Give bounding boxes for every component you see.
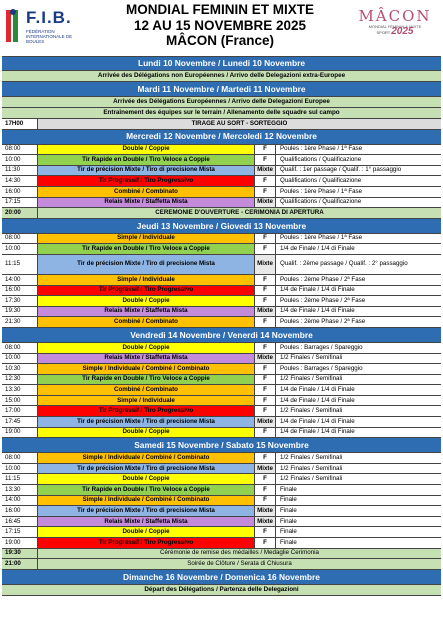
time-cell: 08:00 <box>2 145 38 155</box>
time-cell: 08:00 <box>2 234 38 244</box>
time-cell: 16:00 <box>2 506 38 516</box>
event-cell: Tir Progressif / Tiro Progressivo <box>38 538 255 548</box>
phase-cell: Qualif. : 2ème passage / Qualif. : 2° passaggio <box>280 260 408 268</box>
phase-cell: 1/4 de Finale / 1/4 di Finale <box>280 417 355 425</box>
phase-cell: Qualifications / Qualificazione <box>280 155 362 163</box>
time-cell: 21:30 <box>2 317 38 327</box>
title-line-3: MÂCON (France) <box>165 33 274 48</box>
time-cell: 10:00 <box>2 155 38 165</box>
gender-cell: F <box>255 375 276 385</box>
gender-cell: F <box>255 176 276 186</box>
phase-cell: 1/4 de Finale / 1/4 di Finale <box>280 245 355 253</box>
event-cell: Simple / Individuale / Combiné / Combinato <box>38 453 255 463</box>
gender-cell: F <box>255 453 276 463</box>
day-header-row <box>2 570 441 585</box>
gender-cell: F <box>255 155 276 165</box>
event-row <box>2 145 441 156</box>
day-header-row <box>2 82 441 97</box>
event-row <box>2 453 441 464</box>
gender-cell: Mixte <box>255 198 276 208</box>
phase-cell: Qualifications / Qualificazione <box>280 177 362 185</box>
event-cell: Simple / Individuale <box>38 275 255 285</box>
ceremony-row <box>2 549 441 560</box>
event-cell: Combiné / Combinato <box>38 385 255 395</box>
day-header-row <box>2 56 441 71</box>
phase-cell: 1/2 Finales / Semifinali <box>280 407 343 415</box>
phase-cell: Finale <box>280 506 297 514</box>
time-cell: 17:15 <box>2 527 38 537</box>
time-cell: 17:15 <box>2 198 38 208</box>
phase-cell: 1/2 Finales / Semifinali <box>280 354 343 362</box>
day-header: Jeudi 13 Novembre / Giovedi 13 Novembre <box>2 219 441 233</box>
fib-mark-icon <box>4 8 22 44</box>
ceremony-text: Cérémonie de remise des médailles / Medaglie Cerimonia <box>38 549 441 559</box>
gender-cell: F <box>255 496 276 506</box>
phase-cell: Poules : 1ère Phase / 1ª Fase <box>280 187 363 195</box>
note-row <box>2 585 441 596</box>
event-row <box>2 396 441 407</box>
time-cell: 10:00 <box>2 464 38 474</box>
schedule-table <box>2 56 441 596</box>
event-cell: Simple / Individuale <box>38 396 255 406</box>
phase-cell: 1/4 de Finale / 1/4 di Finale <box>280 385 355 393</box>
phase-cell: Poules : 2ème Phase / 2ª Fase <box>280 275 366 283</box>
gender-cell: F <box>255 145 276 155</box>
time-cell: 10:00 <box>2 354 38 364</box>
event-cell: Tir de précision Mixte / Tiro di precisione Mista <box>38 464 255 474</box>
gender-cell: F <box>255 385 276 395</box>
event-row <box>2 485 441 496</box>
gender-cell: Mixte <box>255 307 276 317</box>
phase-cell: 1/2 Finales / Semifinali <box>280 453 343 461</box>
header <box>0 0 443 52</box>
time-cell: 11:30 <box>2 166 38 176</box>
phase-cell: Poules : Barrages / Spareggio <box>280 364 363 372</box>
time-cell: 17:45 <box>2 417 38 427</box>
gender-cell: F <box>255 396 276 406</box>
gender-cell: F <box>255 343 276 353</box>
event-row <box>2 474 441 485</box>
time-cell: 19:30 <box>2 307 38 317</box>
note-row <box>2 71 441 82</box>
event-cell: Simple / Individuale <box>38 234 255 244</box>
event-row <box>2 317 441 328</box>
event-cell: Relais Mixte / Staffetta Mista <box>38 354 255 364</box>
event-row <box>2 385 441 396</box>
event-row <box>2 406 441 417</box>
day-header-row <box>2 328 441 343</box>
event-row <box>2 286 441 297</box>
day-header-row <box>2 130 441 145</box>
macon-name: MÂCON <box>358 7 432 25</box>
time-cell: 10:30 <box>2 364 38 374</box>
macon-year: 2025 <box>391 26 414 37</box>
gender-cell: F <box>255 244 276 254</box>
time-cell: 19:00 <box>2 428 38 438</box>
gender-cell: F <box>255 317 276 327</box>
event-row <box>2 538 441 549</box>
event-cell: Combiné / Combinato <box>38 187 255 197</box>
gender-cell: Mixte <box>255 517 276 527</box>
gender-cell: F <box>255 538 276 548</box>
day-header: Mardi 11 Novembre / Martedi 11 Novembre <box>2 82 441 96</box>
gender-cell: F <box>255 364 276 374</box>
event-cell: Double / Coppie <box>38 474 255 484</box>
event-row <box>2 464 441 475</box>
event-cell: Tir de précision Mixte / Tiro di precisione Mista <box>38 166 255 176</box>
event-row <box>2 198 441 209</box>
note-text: Arrivée des Délégations Européennes / Arrivo delle Delegazioni Europee <box>2 97 441 107</box>
gender-cell: Mixte <box>255 255 276 274</box>
ceremony-row <box>2 208 441 219</box>
event-cell: Tir Progressif / Tiro Progressivo <box>38 176 255 186</box>
time-cell: 11:15 <box>2 474 38 484</box>
time-cell: 08:00 <box>2 453 38 463</box>
ceremony-text: CEREMONIE D'OUVERTURE - CERIMONIA DI APERTURA <box>38 208 441 218</box>
gender-cell: Mixte <box>255 506 276 516</box>
fib-name: F.I.B. <box>26 8 72 27</box>
event-cell: Double / Coppie <box>38 428 255 438</box>
event-row <box>2 275 441 286</box>
event-cell: Relais Mixte / Staffetta Mista <box>38 198 255 208</box>
macon-subtitle: MONDIAL FÉMININ & MIXTE <box>368 24 422 29</box>
time-cell: 10:00 <box>2 244 38 254</box>
time-cell: 17:00 <box>2 406 38 416</box>
phase-cell: Finale <box>280 528 297 536</box>
time-cell: 08:00 <box>2 343 38 353</box>
time-cell: 16:45 <box>2 517 38 527</box>
event-row <box>2 417 441 428</box>
event-cell: Double / Coppie <box>38 343 255 353</box>
page-title <box>100 2 340 49</box>
day-header: Lundi 10 Novembre / Lunedi 10 Novembre <box>2 57 441 70</box>
gender-cell: F <box>255 275 276 285</box>
gender-cell: Mixte <box>255 166 276 176</box>
note-text: Départ des Délégations / Partenza delle Delegazioni <box>2 585 441 595</box>
event-cell: Simple / Individuale / Combiné / Combinato <box>38 496 255 506</box>
event-row <box>2 155 441 166</box>
phase-cell: Finale <box>280 517 297 525</box>
event-row <box>2 375 441 386</box>
gender-cell: F <box>255 187 276 197</box>
event-row <box>2 428 441 439</box>
phase-cell: Poules : 1ère Phase / 1ª Fase <box>280 145 363 153</box>
event-cell: Tir Progressif / Tiro Progressivo <box>38 406 255 416</box>
time-cell: 19:30 <box>2 549 38 559</box>
phase-cell: 1/4 de Finale / 1/4 di Finale <box>280 396 355 404</box>
time-cell: 13:30 <box>2 485 38 495</box>
event-cell: Tir de précision Mixte / Tiro di precisione Mista <box>38 506 255 516</box>
draw-row <box>2 119 441 130</box>
title-line-2: 12 AU 15 NOVEMBRE 2025 <box>133 17 307 33</box>
event-cell: Tir de précision Mixte / Tiro di precisione Mista <box>38 255 255 274</box>
event-cell: Relais Mixte / Staffetta Mista <box>38 307 255 317</box>
event-row <box>2 166 441 177</box>
time-cell: 20:00 <box>2 208 38 218</box>
note-row <box>2 97 441 108</box>
phase-cell: Poules : 2ème Phase / 2ª Fase <box>280 296 366 304</box>
event-row <box>2 255 441 275</box>
time-cell: 15:00 <box>2 396 38 406</box>
event-cell: Double / Coppie <box>38 296 255 306</box>
gender-cell: F <box>255 296 276 306</box>
title-line-1: MONDIAL FEMININ ET MIXTE <box>126 2 314 17</box>
fib-logo <box>4 6 86 46</box>
gender-cell: Mixte <box>255 354 276 364</box>
event-row <box>2 187 441 198</box>
time-cell: 16:00 <box>2 286 38 296</box>
phase-cell: 1/2 Finales / Semifinali <box>280 375 343 383</box>
time-cell: 21:00 <box>2 559 38 569</box>
phase-cell: 1/2 Finales / Semifinali <box>280 464 343 472</box>
note-row <box>2 108 441 119</box>
event-row <box>2 296 441 307</box>
day-header-row <box>2 438 441 453</box>
day-header: Vendredi 14 Novembre / Venerdi 14 Novembre <box>2 328 441 342</box>
phase-cell: 1/2 Finales / Semifinali <box>280 475 343 483</box>
time-cell: 16:00 <box>2 187 38 197</box>
event-cell: Tir de précision Mixte / Tiro di precisione Mista <box>38 417 255 427</box>
time-cell: 11:15 <box>2 255 38 274</box>
phase-cell: Finale <box>280 538 297 546</box>
event-row <box>2 527 441 538</box>
gender-cell: F <box>255 474 276 484</box>
gender-cell: F <box>255 406 276 416</box>
macon-bottom-label: SPORT <box>376 30 391 35</box>
event-cell: Tir Progressif / Tiro Progressivo <box>38 286 255 296</box>
event-row <box>2 517 441 528</box>
ceremony-text: Soirée de Clôture / Serata di Chiusura <box>38 559 441 569</box>
event-cell: Double / Coppie <box>38 145 255 155</box>
day-header: Samedi 15 Novembre / Sabato 15 Novembre <box>2 438 441 452</box>
event-cell: Tir Rapide en Double / Tiro Veloce a Coppie <box>38 244 255 254</box>
phase-cell: Finale <box>280 496 297 504</box>
time-cell: 17H00 <box>2 119 38 129</box>
draw-text: TIRAGE AU SORT - SORTEGGIO <box>38 119 441 129</box>
day-header: Mercredi 12 Novembre / Mercoledi 12 Novembre <box>2 130 441 144</box>
phase-cell: 1/4 de Finale / 1/4 di Finale <box>280 307 355 315</box>
event-row <box>2 364 441 375</box>
event-row <box>2 176 441 187</box>
event-cell: Tir Rapide en Double / Tiro Veloce a Coppie <box>38 375 255 385</box>
phase-cell: Finale <box>280 485 297 493</box>
event-cell: Double / Coppie <box>38 527 255 537</box>
event-cell: Tir Rapide en Double / Tiro Veloce a Coppie <box>38 485 255 495</box>
gender-cell: F <box>255 527 276 537</box>
time-cell: 17:30 <box>2 296 38 306</box>
event-row <box>2 244 441 255</box>
time-cell: 13:30 <box>2 385 38 395</box>
time-cell: 14:30 <box>2 176 38 186</box>
event-cell: Tir Rapide en Double / Tiro Veloce a Coppie <box>38 155 255 165</box>
ceremony-row <box>2 559 441 570</box>
gender-cell: F <box>255 234 276 244</box>
time-cell: 14:00 <box>2 275 38 285</box>
gender-cell: F <box>255 286 276 296</box>
event-row <box>2 343 441 354</box>
event-row <box>2 307 441 318</box>
event-cell: Combiné / Combinato <box>38 317 255 327</box>
gender-cell: Mixte <box>255 464 276 474</box>
event-row <box>2 234 441 245</box>
phase-cell: Poules : Barrages / Spareggio <box>280 343 363 351</box>
event-row <box>2 506 441 517</box>
gender-cell: Mixte <box>255 417 276 427</box>
gender-cell: F <box>255 428 276 438</box>
phase-cell: Poules : 1ère Phase / 1ª Fase <box>280 234 363 242</box>
note-text: Entraînement des équipes sur le terrain / Allenamento delle squadre sul campo <box>2 108 441 118</box>
phase-cell: 1/4 de Finale / 1/4 di Finale <box>280 286 355 294</box>
time-cell: 19:00 <box>2 538 38 548</box>
phase-cell: Qualif. : 1er passage / Qualif. : 1° passaggio <box>280 166 402 174</box>
event-row <box>2 354 441 365</box>
macon-logo <box>352 8 438 48</box>
event-cell: Simple / Individuale / Combiné / Combinato <box>38 364 255 374</box>
time-cell: 12:30 <box>2 375 38 385</box>
day-header-row <box>2 219 441 234</box>
event-row <box>2 496 441 507</box>
day-header: Dimanche 16 Novembre / Domenica 16 Novembre <box>2 570 441 584</box>
time-cell: 14:00 <box>2 496 38 506</box>
phase-cell: Qualifications / Qualificazione <box>280 198 362 206</box>
fib-subtitle: FÉDÉRATION INTERNATIONALE DE BOULES <box>26 29 73 44</box>
note-text: Arrivée des Délégations non Européennes / Arrivo delle Delegazioni extra-Europee <box>2 71 441 81</box>
event-cell: Relais Mixte / Staffetta Mista <box>38 517 255 527</box>
gender-cell: F <box>255 485 276 495</box>
phase-cell: 1/4 de Finale / 1/4 di Finale <box>280 428 355 436</box>
phase-cell: Poules : 2ème Phase / 2ª Fase <box>280 318 366 325</box>
